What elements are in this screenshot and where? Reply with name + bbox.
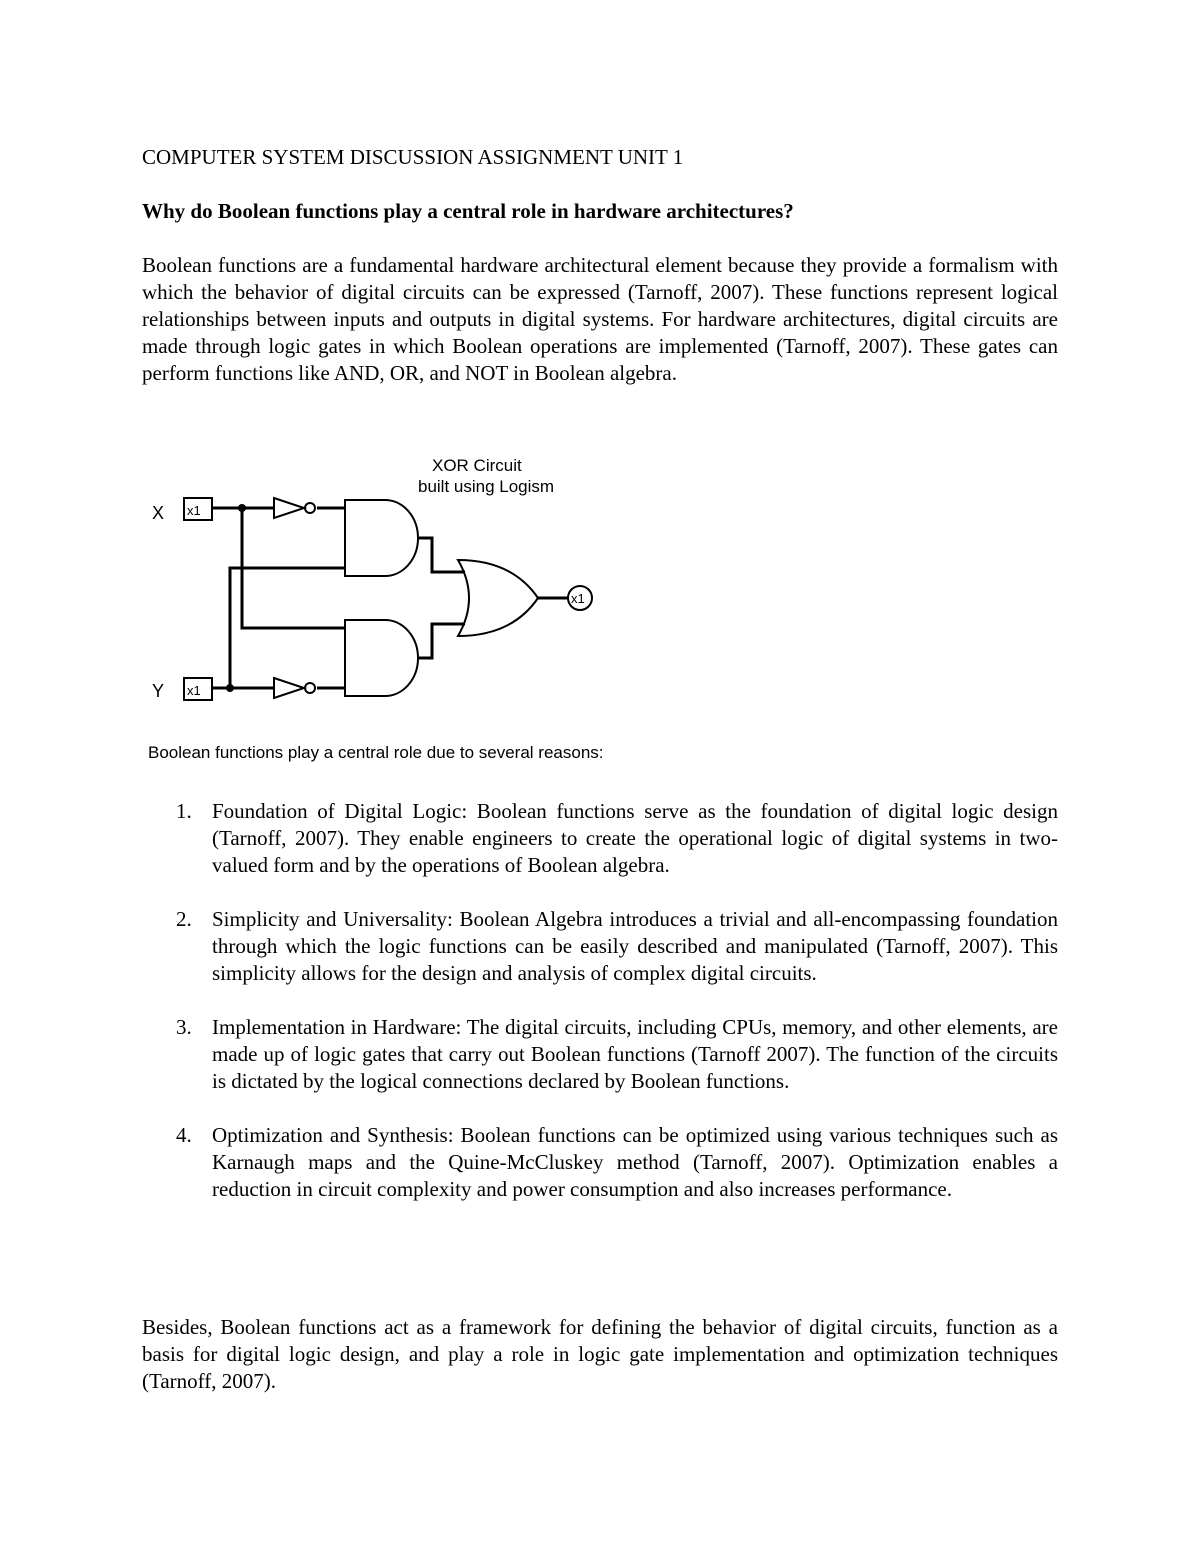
- and-gate-lower: [345, 620, 418, 696]
- not-gate-y: [274, 678, 304, 698]
- input-x-label: X: [152, 503, 165, 523]
- not-gate-x: [274, 498, 304, 518]
- list-item-number: 3.: [176, 1015, 192, 1039]
- discussion-question: Why do Boolean functions play a central role in hardware architectures?: [142, 199, 794, 223]
- input-y-label: Y: [152, 681, 165, 701]
- list-item-number: 4.: [176, 1123, 192, 1147]
- list-item-number: 1.: [176, 799, 192, 823]
- or-gate: [458, 560, 538, 636]
- list-item-text: Implementation in Hardware: The digital circuits, including CPUs, memory, and other elements, are made up of logic gates that carry out Boolean functions (Tarnoff 2007). The function of the circuits is dictated by the logical connections declared by Boolean functions.: [212, 1015, 1058, 1093]
- output-box-label: x1: [571, 591, 585, 606]
- diagram-title-line2: built using Logism: [418, 477, 555, 496]
- list-item-text: Simplicity and Universality: Boolean Algebra introduces a trivial and all-encompassing foundation through which the logic functions can be easily described and manipulated (Tarnoff, 2007). This simplicity allows for the design and analysis of complex digital circuits.: [212, 907, 1058, 985]
- and-gate-upper: [345, 500, 418, 576]
- junction-x: [238, 504, 246, 512]
- list-item: [142, 906, 1058, 987]
- junction-y: [226, 684, 234, 692]
- list-item: [142, 798, 1058, 879]
- list-item-text: Optimization and Synthesis: Boolean functions can be optimized using various techniques such as Karnaugh maps and the Quine-McCluskey method (Tarnoff, 2007). Optimization enables a reduction in circuit complexity and power consumption and also increases performance.: [212, 1123, 1058, 1201]
- document-title: COMPUTER SYSTEM DISCUSSION ASSIGNMENT UNIT 1: [142, 145, 684, 169]
- list-item: [142, 1014, 1058, 1095]
- input-x-box-label: x1: [187, 503, 201, 518]
- closing-paragraph: Besides, Boolean functions act as a framework for defining the behavior of digital circuits, function as a basis for digital logic design, and play a role in logic gate implementation and optimization techniques (Tarnoff, 2007).: [142, 1315, 1058, 1393]
- input-y-box-label: x1: [187, 683, 201, 698]
- intro-paragraph: Boolean functions are a fundamental hardware architectural element because they provide a formalism with which the behavior of digital circuits can be expressed (Tarnoff, 2007). These functions represent logical relationships between inputs and outputs in digital systems. For hardware architectures, digital circuits are made through logic gates in which Boolean operations are implemented (Tarnoff, 2007). These gates can perform functions like AND, OR, and NOT in Boolean algebra.: [142, 253, 1058, 385]
- wire-and1-out: [418, 538, 465, 572]
- diagram-title-line1: XOR Circuit: [432, 456, 522, 475]
- reasons-intro: Boolean functions play a central role due to several reasons:: [148, 743, 604, 762]
- xor-circuit-diagram: [140, 452, 610, 712]
- list-item-number: 2.: [176, 907, 192, 931]
- reasons-list: [142, 798, 1058, 1203]
- wire-and2-out: [418, 624, 465, 658]
- list-item: [142, 1122, 1058, 1203]
- list-item-text: Foundation of Digital Logic: Boolean functions serve as the foundation of digital logic design (Tarnoff, 2007). They enable engineers to create the operational logic of digital systems in two-valued form and by the operations of Boolean algebra.: [212, 799, 1058, 877]
